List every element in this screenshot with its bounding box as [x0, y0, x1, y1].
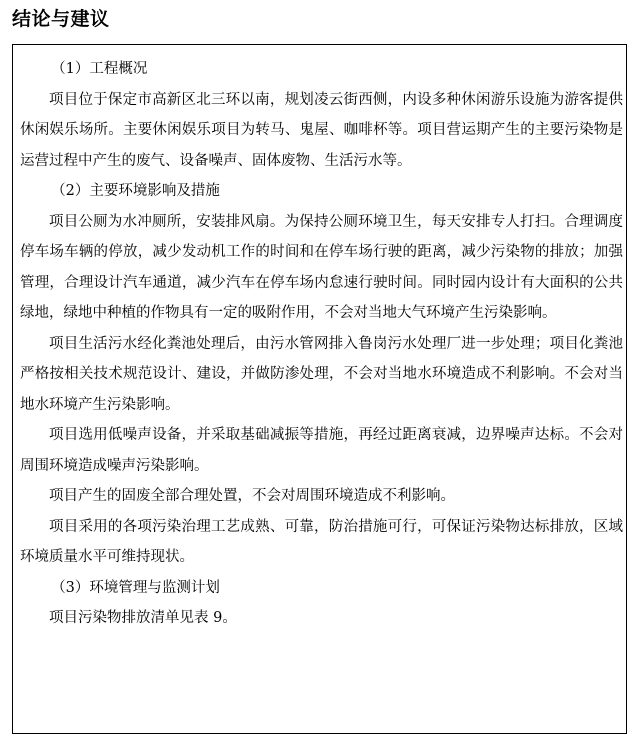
paragraph-project-overview: 项目位于保定市高新区北三环以南，规划凌云街西侧，内设多种休闲游乐设施为游客提供休闲娱乐场所。主要休闲娱乐项目为转马、鬼屋、咖啡杯等。项目营运期产生的主要污染物是运营过程中产生的废气、设备噪声、固体废物、生活污水等。: [20, 91, 623, 169]
paragraph-air-impact: 项目公厕为水冲厕所，安装排风扇。为保持公厕环境卫生，每天安排专人打扫。合理调度停车场车辆的停放，减少发动机工作的时间和在停车场行驶的距离，减少污染物的排放；加强管理，合理设计汽车通道，减少汽车在停车场内怠速行驶时间。同时园内设计有大面积的公共绿地，绿地中种植的作物具有一定的吸附作用，不会对当地大气环境产生污染影响。: [20, 213, 623, 321]
section-heading-project-overview: （1）工程概况: [51, 61, 148, 77]
paragraph-solid-waste: 项目产生的固废全部合理处置，不会对周围环境造成不利影响。: [49, 488, 455, 504]
conclusions-content: [20, 54, 623, 634]
section-heading-impacts-measures: （2）主要环境影响及措施: [51, 183, 220, 199]
paragraph-water-impact: 项目生活污水经化粪池处理后，由污水管网排入鲁岗污水处理厂进一步处理；项目化粪池严格按相关技术规范设计、建设，并做防渗处理，不会对当地水环境造成不利影响。不会对当地水环境产生污染影响。: [20, 335, 623, 413]
paragraph-noise-impact: 项目选用低噪声设备，并采取基础减振等措施，再经过距离衰减，边界噪声达标。不会对周围环境造成噪声污染影响。: [20, 427, 623, 474]
paragraph-pollution-control: 项目采用的各项污染治理工艺成熟、可靠，防治措施可行，可保证污染物达标排放，区域环境质量水平可维持现状。: [20, 518, 623, 565]
paragraph-emission-list: 项目污染物排放清单见表 9。: [49, 610, 237, 626]
section-heading-management-monitoring: （3）环境管理与监测计划: [51, 579, 220, 596]
conclusions-box: [12, 44, 627, 734]
page-title: 结论与建议: [12, 8, 110, 30]
